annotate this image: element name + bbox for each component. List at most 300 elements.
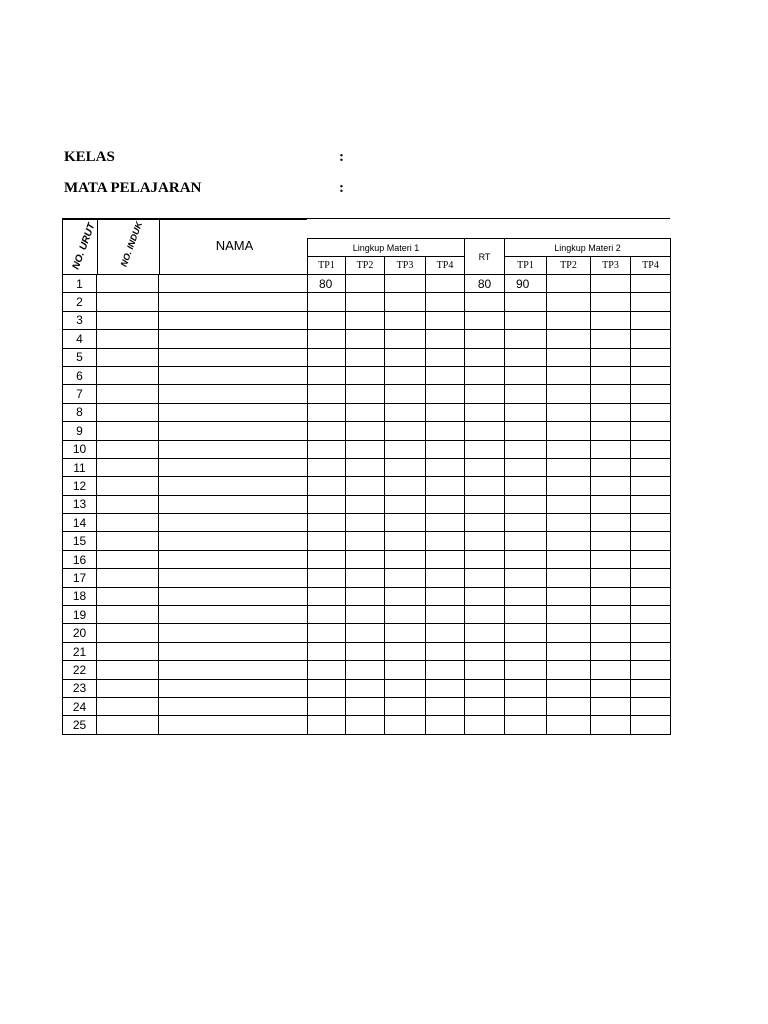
rt-cell[interactable] — [465, 477, 505, 495]
no-induk-cell[interactable] — [97, 311, 159, 329]
lm1-tp2-cell[interactable] — [346, 293, 385, 311]
lm2-tp4-cell[interactable] — [631, 697, 671, 715]
nama-cell[interactable] — [159, 514, 308, 532]
rt-cell[interactable] — [465, 697, 505, 715]
lm2-tp2-cell[interactable] — [547, 661, 591, 679]
lm1-tp1-cell[interactable] — [308, 532, 346, 550]
nama-cell[interactable] — [159, 348, 308, 366]
row-number[interactable]: 13 — [63, 495, 97, 513]
rt-cell[interactable] — [465, 293, 505, 311]
lm2-tp3-cell[interactable] — [591, 348, 631, 366]
row-number[interactable]: 17 — [63, 569, 97, 587]
lm1-tp4-cell[interactable] — [426, 385, 465, 403]
lm2-tp3-cell[interactable] — [591, 624, 631, 642]
rt-cell[interactable] — [465, 330, 505, 348]
lm2-tp1-cell[interactable] — [505, 422, 547, 440]
lm2-tp2-cell[interactable] — [547, 569, 591, 587]
lm1-tp2-cell[interactable] — [346, 624, 385, 642]
lm1-tp4-cell[interactable] — [426, 642, 465, 660]
lm2-tp1-cell[interactable] — [505, 624, 547, 642]
lm1-tp3-cell[interactable] — [385, 624, 426, 642]
rt-cell[interactable] — [465, 311, 505, 329]
row-number[interactable]: 10 — [63, 440, 97, 458]
lm2-tp2-cell[interactable] — [547, 275, 591, 293]
lm2-tp3-cell[interactable] — [591, 385, 631, 403]
lm2-tp1-cell[interactable] — [505, 661, 547, 679]
lm2-tp2-cell[interactable] — [547, 293, 591, 311]
lm2-tp4-cell[interactable] — [631, 606, 671, 624]
lm2-tp3-cell[interactable] — [591, 440, 631, 458]
lm2-tp3-cell[interactable] — [591, 716, 631, 734]
lm2-tp4-cell[interactable] — [631, 293, 671, 311]
lm1-tp3-cell[interactable] — [385, 606, 426, 624]
row-number[interactable]: 1 — [63, 275, 97, 293]
lm1-tp4-cell[interactable] — [426, 661, 465, 679]
lm1-tp1-cell[interactable] — [308, 624, 346, 642]
lm1-tp3-cell[interactable] — [385, 642, 426, 660]
lm1-tp4-cell[interactable] — [426, 440, 465, 458]
lm1-tp1-cell[interactable] — [308, 716, 346, 734]
lm2-tp3-cell[interactable] — [591, 403, 631, 421]
lm2-tp3-cell[interactable] — [591, 495, 631, 513]
nama-cell[interactable] — [159, 477, 308, 495]
lm1-tp3-cell[interactable] — [385, 679, 426, 697]
lm1-tp2-cell[interactable] — [346, 606, 385, 624]
lm1-tp4-cell[interactable] — [426, 716, 465, 734]
no-induk-cell[interactable] — [97, 679, 159, 697]
lm2-tp2-cell[interactable] — [547, 330, 591, 348]
no-induk-cell[interactable] — [97, 587, 159, 605]
lm1-tp2-cell[interactable] — [346, 569, 385, 587]
rt-cell[interactable] — [465, 642, 505, 660]
lm2-tp4-cell[interactable] — [631, 532, 671, 550]
no-induk-cell[interactable] — [97, 293, 159, 311]
lm1-tp4-cell[interactable] — [426, 587, 465, 605]
lm2-tp3-cell[interactable] — [591, 458, 631, 476]
nama-cell[interactable] — [159, 587, 308, 605]
rt-cell[interactable] — [465, 569, 505, 587]
lm1-tp2-cell[interactable] — [346, 275, 385, 293]
lm1-tp2-cell[interactable] — [346, 385, 385, 403]
nama-cell[interactable] — [159, 275, 308, 293]
lm1-tp1-cell[interactable] — [308, 642, 346, 660]
lm1-tp3-cell[interactable] — [385, 311, 426, 329]
lm2-tp2-cell[interactable] — [547, 458, 591, 476]
lm1-tp4-cell[interactable] — [426, 697, 465, 715]
rt-cell[interactable] — [465, 624, 505, 642]
no-induk-cell[interactable] — [97, 477, 159, 495]
lm1-tp3-cell[interactable] — [385, 385, 426, 403]
no-induk-cell[interactable] — [97, 366, 159, 384]
rt-cell[interactable] — [465, 495, 505, 513]
lm2-tp1-cell[interactable] — [505, 569, 547, 587]
lm2-tp4-cell[interactable] — [631, 661, 671, 679]
lm2-tp2-cell[interactable] — [547, 348, 591, 366]
nama-cell[interactable] — [159, 532, 308, 550]
lm1-tp1-cell[interactable] — [308, 348, 346, 366]
lm1-tp1-cell[interactable] — [308, 550, 346, 568]
lm1-tp3-cell[interactable] — [385, 661, 426, 679]
lm2-tp1-cell[interactable] — [505, 697, 547, 715]
lm2-tp1-cell[interactable] — [505, 532, 547, 550]
lm2-tp2-cell[interactable] — [547, 679, 591, 697]
row-number[interactable]: 23 — [63, 679, 97, 697]
row-number[interactable]: 8 — [63, 403, 97, 421]
lm1-tp1-cell[interactable] — [308, 311, 346, 329]
lm1-tp2-cell[interactable] — [346, 422, 385, 440]
lm1-tp1-cell[interactable] — [308, 477, 346, 495]
lm2-tp2-cell[interactable] — [547, 311, 591, 329]
lm2-tp1-cell[interactable] — [505, 550, 547, 568]
lm1-tp1-cell[interactable] — [308, 366, 346, 384]
lm2-tp4-cell[interactable] — [631, 624, 671, 642]
lm2-tp2-cell[interactable] — [547, 403, 591, 421]
no-induk-cell[interactable] — [97, 403, 159, 421]
no-induk-cell[interactable] — [97, 697, 159, 715]
lm2-tp3-cell[interactable] — [591, 477, 631, 495]
lm1-tp1-cell[interactable] — [308, 661, 346, 679]
lm2-tp3-cell[interactable] — [591, 422, 631, 440]
lm1-tp2-cell[interactable] — [346, 477, 385, 495]
lm1-tp4-cell[interactable] — [426, 366, 465, 384]
lm1-tp2-cell[interactable] — [346, 330, 385, 348]
lm2-tp1-cell[interactable] — [505, 514, 547, 532]
lm2-tp4-cell[interactable] — [631, 330, 671, 348]
nama-cell[interactable] — [159, 385, 308, 403]
lm1-tp2-cell[interactable] — [346, 587, 385, 605]
rt-cell[interactable] — [465, 422, 505, 440]
lm1-tp3-cell[interactable] — [385, 348, 426, 366]
lm1-tp3-cell[interactable] — [385, 275, 426, 293]
lm2-tp3-cell[interactable] — [591, 275, 631, 293]
lm2-tp2-cell[interactable] — [547, 514, 591, 532]
lm1-tp1-cell[interactable] — [308, 422, 346, 440]
lm2-tp3-cell[interactable] — [591, 642, 631, 660]
lm1-tp4-cell[interactable] — [426, 311, 465, 329]
row-number[interactable]: 14 — [63, 514, 97, 532]
row-number[interactable]: 3 — [63, 311, 97, 329]
row-number[interactable]: 6 — [63, 366, 97, 384]
rt-cell[interactable]: 80 — [465, 275, 505, 293]
lm1-tp3-cell[interactable] — [385, 330, 426, 348]
row-number[interactable]: 4 — [63, 330, 97, 348]
lm2-tp2-cell[interactable] — [547, 697, 591, 715]
lm2-tp3-cell[interactable] — [591, 514, 631, 532]
lm2-tp4-cell[interactable] — [631, 311, 671, 329]
lm2-tp3-cell[interactable] — [591, 679, 631, 697]
no-induk-cell[interactable] — [97, 606, 159, 624]
nama-cell[interactable] — [159, 661, 308, 679]
lm1-tp3-cell[interactable] — [385, 477, 426, 495]
rt-cell[interactable] — [465, 514, 505, 532]
lm1-tp2-cell[interactable] — [346, 679, 385, 697]
lm2-tp1-cell[interactable] — [505, 348, 547, 366]
nama-cell[interactable] — [159, 293, 308, 311]
lm1-tp3-cell[interactable] — [385, 458, 426, 476]
nama-cell[interactable] — [159, 403, 308, 421]
no-induk-cell[interactable] — [97, 275, 159, 293]
lm1-tp1-cell[interactable] — [308, 385, 346, 403]
lm2-tp1-cell[interactable] — [505, 311, 547, 329]
lm1-tp3-cell[interactable] — [385, 293, 426, 311]
row-number[interactable]: 2 — [63, 293, 97, 311]
nama-cell[interactable] — [159, 330, 308, 348]
rt-cell[interactable] — [465, 403, 505, 421]
lm2-tp1-cell[interactable] — [505, 477, 547, 495]
row-number[interactable]: 20 — [63, 624, 97, 642]
nama-cell[interactable] — [159, 422, 308, 440]
no-induk-cell[interactable] — [97, 514, 159, 532]
lm2-tp2-cell[interactable] — [547, 440, 591, 458]
row-number[interactable]: 19 — [63, 606, 97, 624]
nama-cell[interactable] — [159, 679, 308, 697]
lm2-tp1-cell[interactable] — [505, 606, 547, 624]
rt-cell[interactable] — [465, 550, 505, 568]
lm1-tp1-cell[interactable] — [308, 403, 346, 421]
lm2-tp3-cell[interactable] — [591, 697, 631, 715]
lm2-tp1-cell[interactable] — [505, 330, 547, 348]
no-induk-cell[interactable] — [97, 624, 159, 642]
lm1-tp4-cell[interactable] — [426, 532, 465, 550]
lm2-tp1-cell[interactable] — [505, 642, 547, 660]
lm1-tp3-cell[interactable] — [385, 422, 426, 440]
no-induk-cell[interactable] — [97, 642, 159, 660]
rt-cell[interactable] — [465, 385, 505, 403]
row-number[interactable]: 18 — [63, 587, 97, 605]
no-induk-cell[interactable] — [97, 385, 159, 403]
lm2-tp4-cell[interactable] — [631, 440, 671, 458]
lm1-tp3-cell[interactable] — [385, 716, 426, 734]
lm2-tp1-cell[interactable]: 90 — [505, 275, 547, 293]
rt-cell[interactable] — [465, 661, 505, 679]
lm2-tp2-cell[interactable] — [547, 385, 591, 403]
lm1-tp1-cell[interactable] — [308, 679, 346, 697]
lm1-tp2-cell[interactable] — [346, 348, 385, 366]
lm2-tp1-cell[interactable] — [505, 495, 547, 513]
row-number[interactable]: 7 — [63, 385, 97, 403]
lm1-tp2-cell[interactable] — [346, 403, 385, 421]
lm1-tp1-cell[interactable] — [308, 514, 346, 532]
nama-cell[interactable] — [159, 550, 308, 568]
lm1-tp3-cell[interactable] — [385, 532, 426, 550]
no-induk-cell[interactable] — [97, 569, 159, 587]
rt-cell[interactable] — [465, 606, 505, 624]
lm2-tp1-cell[interactable] — [505, 587, 547, 605]
lm1-tp3-cell[interactable] — [385, 569, 426, 587]
no-induk-cell[interactable] — [97, 532, 159, 550]
lm2-tp4-cell[interactable] — [631, 366, 671, 384]
lm2-tp2-cell[interactable] — [547, 606, 591, 624]
rt-cell[interactable] — [465, 587, 505, 605]
lm1-tp1-cell[interactable] — [308, 495, 346, 513]
row-number[interactable]: 25 — [63, 716, 97, 734]
lm2-tp2-cell[interactable] — [547, 642, 591, 660]
nama-cell[interactable] — [159, 458, 308, 476]
lm2-tp3-cell[interactable] — [591, 330, 631, 348]
row-number[interactable]: 22 — [63, 661, 97, 679]
rt-cell[interactable] — [465, 366, 505, 384]
no-induk-cell[interactable] — [97, 495, 159, 513]
nama-cell[interactable] — [159, 716, 308, 734]
lm2-tp4-cell[interactable] — [631, 458, 671, 476]
rt-cell[interactable] — [465, 458, 505, 476]
lm2-tp4-cell[interactable] — [631, 477, 671, 495]
lm2-tp3-cell[interactable] — [591, 293, 631, 311]
lm2-tp3-cell[interactable] — [591, 569, 631, 587]
lm1-tp2-cell[interactable] — [346, 458, 385, 476]
rt-cell[interactable] — [465, 532, 505, 550]
lm1-tp1-cell[interactable] — [308, 330, 346, 348]
lm1-tp2-cell[interactable] — [346, 495, 385, 513]
lm2-tp4-cell[interactable] — [631, 348, 671, 366]
lm2-tp3-cell[interactable] — [591, 532, 631, 550]
lm2-tp4-cell[interactable] — [631, 716, 671, 734]
nama-cell[interactable] — [159, 495, 308, 513]
lm1-tp4-cell[interactable] — [426, 330, 465, 348]
lm2-tp3-cell[interactable] — [591, 366, 631, 384]
nama-cell[interactable] — [159, 311, 308, 329]
lm1-tp4-cell[interactable] — [426, 550, 465, 568]
lm1-tp3-cell[interactable] — [385, 403, 426, 421]
lm2-tp4-cell[interactable] — [631, 403, 671, 421]
lm1-tp2-cell[interactable] — [346, 440, 385, 458]
lm1-tp4-cell[interactable] — [426, 422, 465, 440]
lm2-tp1-cell[interactable] — [505, 385, 547, 403]
rt-cell[interactable] — [465, 348, 505, 366]
lm2-tp1-cell[interactable] — [505, 403, 547, 421]
lm1-tp4-cell[interactable] — [426, 403, 465, 421]
no-induk-cell[interactable] — [97, 550, 159, 568]
lm1-tp1-cell[interactable] — [308, 606, 346, 624]
lm1-tp4-cell[interactable] — [426, 293, 465, 311]
lm1-tp3-cell[interactable] — [385, 366, 426, 384]
lm1-tp3-cell[interactable] — [385, 440, 426, 458]
lm1-tp4-cell[interactable] — [426, 569, 465, 587]
lm1-tp4-cell[interactable] — [426, 606, 465, 624]
lm1-tp1-cell[interactable] — [308, 587, 346, 605]
nama-cell[interactable] — [159, 440, 308, 458]
rt-cell[interactable] — [465, 440, 505, 458]
nama-cell[interactable] — [159, 697, 308, 715]
lm2-tp4-cell[interactable] — [631, 550, 671, 568]
lm1-tp3-cell[interactable] — [385, 587, 426, 605]
row-number[interactable]: 12 — [63, 477, 97, 495]
lm2-tp1-cell[interactable] — [505, 458, 547, 476]
lm1-tp3-cell[interactable] — [385, 514, 426, 532]
lm2-tp4-cell[interactable] — [631, 587, 671, 605]
lm2-tp1-cell[interactable] — [505, 293, 547, 311]
row-number[interactable]: 16 — [63, 550, 97, 568]
no-induk-cell[interactable] — [97, 458, 159, 476]
row-number[interactable]: 9 — [63, 422, 97, 440]
no-induk-cell[interactable] — [97, 330, 159, 348]
lm1-tp2-cell[interactable] — [346, 514, 385, 532]
lm2-tp4-cell[interactable] — [631, 642, 671, 660]
row-number[interactable]: 24 — [63, 697, 97, 715]
lm2-tp4-cell[interactable] — [631, 385, 671, 403]
lm1-tp4-cell[interactable] — [426, 275, 465, 293]
lm1-tp1-cell[interactable] — [308, 458, 346, 476]
lm2-tp1-cell[interactable] — [505, 679, 547, 697]
lm1-tp4-cell[interactable] — [426, 514, 465, 532]
lm1-tp4-cell[interactable] — [426, 495, 465, 513]
lm1-tp2-cell[interactable] — [346, 697, 385, 715]
rt-cell[interactable] — [465, 679, 505, 697]
lm1-tp1-cell[interactable] — [308, 293, 346, 311]
lm2-tp4-cell[interactable] — [631, 679, 671, 697]
no-induk-cell[interactable] — [97, 716, 159, 734]
lm2-tp4-cell[interactable] — [631, 422, 671, 440]
lm2-tp2-cell[interactable] — [547, 366, 591, 384]
nama-cell[interactable] — [159, 366, 308, 384]
nama-cell[interactable] — [159, 606, 308, 624]
no-induk-cell[interactable] — [97, 440, 159, 458]
lm1-tp4-cell[interactable] — [426, 348, 465, 366]
lm1-tp1-cell[interactable] — [308, 440, 346, 458]
lm2-tp2-cell[interactable] — [547, 422, 591, 440]
lm1-tp2-cell[interactable] — [346, 642, 385, 660]
row-number[interactable]: 11 — [63, 458, 97, 476]
no-induk-cell[interactable] — [97, 348, 159, 366]
lm1-tp4-cell[interactable] — [426, 458, 465, 476]
lm2-tp2-cell[interactable] — [547, 532, 591, 550]
lm1-tp2-cell[interactable] — [346, 366, 385, 384]
lm2-tp4-cell[interactable] — [631, 275, 671, 293]
lm2-tp2-cell[interactable] — [547, 716, 591, 734]
lm1-tp3-cell[interactable] — [385, 495, 426, 513]
lm1-tp1-cell[interactable]: 80 — [308, 275, 346, 293]
lm1-tp4-cell[interactable] — [426, 477, 465, 495]
lm2-tp2-cell[interactable] — [547, 624, 591, 642]
rt-cell[interactable] — [465, 716, 505, 734]
lm2-tp3-cell[interactable] — [591, 311, 631, 329]
lm2-tp4-cell[interactable] — [631, 495, 671, 513]
lm1-tp2-cell[interactable] — [346, 716, 385, 734]
lm2-tp2-cell[interactable] — [547, 550, 591, 568]
lm1-tp1-cell[interactable] — [308, 697, 346, 715]
row-number[interactable]: 5 — [63, 348, 97, 366]
nama-cell[interactable] — [159, 642, 308, 660]
lm1-tp2-cell[interactable] — [346, 532, 385, 550]
lm1-tp2-cell[interactable] — [346, 311, 385, 329]
no-induk-cell[interactable] — [97, 661, 159, 679]
lm1-tp4-cell[interactable] — [426, 624, 465, 642]
lm1-tp2-cell[interactable] — [346, 661, 385, 679]
no-induk-cell[interactable] — [97, 422, 159, 440]
lm2-tp2-cell[interactable] — [547, 587, 591, 605]
lm2-tp3-cell[interactable] — [591, 661, 631, 679]
nama-cell[interactable] — [159, 624, 308, 642]
lm2-tp1-cell[interactable] — [505, 440, 547, 458]
lm2-tp3-cell[interactable] — [591, 550, 631, 568]
lm2-tp1-cell[interactable] — [505, 716, 547, 734]
lm1-tp4-cell[interactable] — [426, 679, 465, 697]
lm1-tp1-cell[interactable] — [308, 569, 346, 587]
lm2-tp3-cell[interactable] — [591, 606, 631, 624]
lm2-tp4-cell[interactable] — [631, 514, 671, 532]
lm1-tp2-cell[interactable] — [346, 550, 385, 568]
lm2-tp2-cell[interactable] — [547, 495, 591, 513]
nama-cell[interactable] — [159, 569, 308, 587]
row-number[interactable]: 21 — [63, 642, 97, 660]
lm2-tp2-cell[interactable] — [547, 477, 591, 495]
lm2-tp1-cell[interactable] — [505, 366, 547, 384]
lm1-tp3-cell[interactable] — [385, 550, 426, 568]
lm2-tp4-cell[interactable] — [631, 569, 671, 587]
lm2-tp3-cell[interactable] — [591, 587, 631, 605]
row-number[interactable]: 15 — [63, 532, 97, 550]
lm1-tp3-cell[interactable] — [385, 697, 426, 715]
